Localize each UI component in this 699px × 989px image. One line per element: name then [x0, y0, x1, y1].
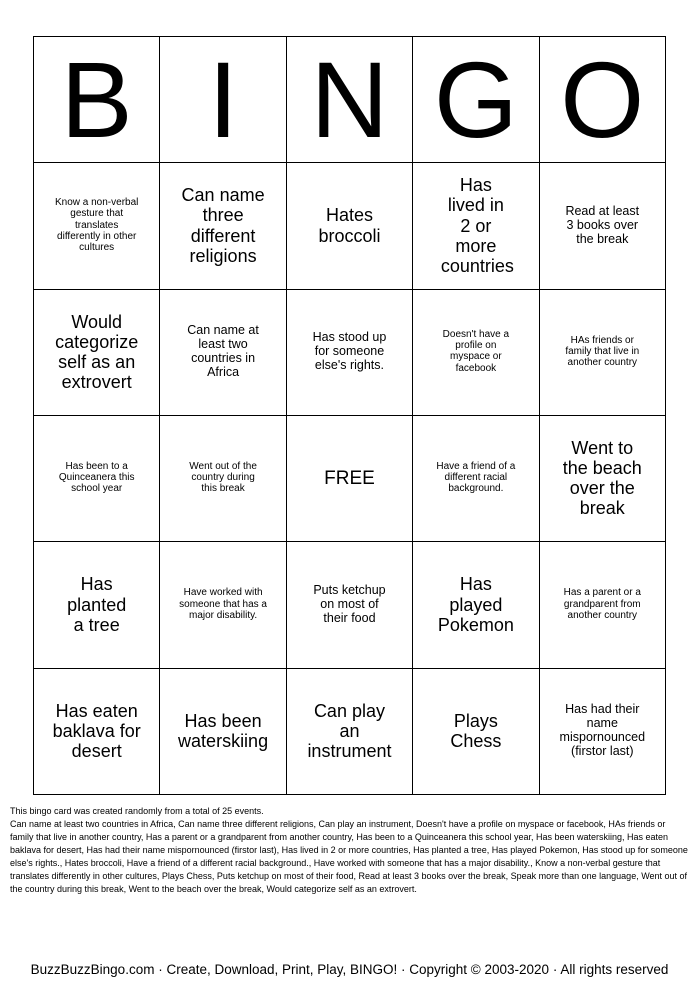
bingo-row	[34, 542, 666, 668]
bingo-cell	[539, 415, 665, 541]
bingo-cell	[160, 668, 286, 794]
bingo-cell-text: HAs friends or family that live in another country	[565, 334, 640, 369]
bingo-cell	[160, 163, 286, 289]
footnote-events: Can name at least two countries in Africa, Can name three different religions, Can play an instrument, Doesn't have a profile on myspace or facebook, HAs friends or family that live in another country, Has a parent or a grandparent from another country, Has been to a Quinceanera this school year, Has been waterskiing, Has eaten baklava for desert, Has had their name mispornounced (firstor last), Has lived in 2 or more countries, Has planted a tree, Has played Pokemon, Has stood up for someone else's rights., Hates broccoli, Have a friend of a different racial background., Have worked with someone that has a major disability., Know a non-verbal gesture that translates differently in other cultures, Plays Chess, Puts ketchup on most of their food, Read at least 3 books over the break, Speak more than one language, Went out of the country during this break, Went to the beach over the break, Would categorize self as an extrovert.	[10, 819, 688, 895]
bingo-cell-text: Plays Chess	[450, 710, 502, 751]
bingo-cell-text: Have worked with someone that has a major disability.	[179, 587, 267, 621]
bingo-cell	[160, 289, 286, 415]
card-footnote	[10, 805, 690, 896]
bingo-cell-text: Has played Pokemon	[437, 574, 514, 635]
bingo-cell	[413, 668, 539, 794]
bingo-cell	[160, 542, 286, 668]
bingo-cell	[34, 668, 160, 794]
bingo-cell-text: Know a non-verbal gesture that translates differently in other cultures	[54, 197, 139, 253]
bingo-cell	[34, 289, 160, 415]
bingo-cell	[286, 289, 412, 415]
bingo-cell-text: Has a parent or a grandparent from another country	[563, 587, 641, 621]
bingo-cell	[286, 668, 412, 794]
bingo-cell-text: Has had their name mispornounced (firstor last)	[559, 702, 646, 759]
bingo-cell	[539, 668, 665, 794]
bingo-cell	[160, 415, 286, 541]
bingo-letter-o: O	[539, 37, 665, 163]
bingo-cell-text: Has lived in 2 or more countries	[440, 175, 514, 276]
site-footer: BuzzBuzzBingo.com · Create, Download, Print, Play, BINGO! · Copyright © 2003-2020 · All rights reserved	[30, 962, 669, 977]
bingo-row	[34, 163, 666, 289]
bingo-cell-text: Hates broccoli	[318, 205, 381, 246]
bingo-cell	[539, 163, 665, 289]
bingo-row	[34, 289, 666, 415]
bingo-cell-text: Has been to a Quinceanera this school year	[58, 461, 135, 495]
bingo-letter-n: N	[286, 37, 412, 163]
bingo-row	[34, 415, 666, 541]
bingo-card	[33, 36, 666, 795]
bingo-letter-i: I	[160, 37, 286, 163]
bingo-cell-text: Has been waterskiing	[178, 710, 269, 751]
bingo-cell	[539, 542, 665, 668]
bingo-cell-text: FREE	[324, 468, 375, 490]
bingo-cell	[34, 163, 160, 289]
bingo-cell	[34, 415, 160, 541]
bingo-cell-text: Can play an instrument	[307, 700, 392, 762]
bingo-cell-text: Can name at least two countries in Africa	[187, 323, 259, 380]
bingo-cell-text: Read at least 3 books over the break	[565, 204, 640, 247]
bingo-cell-text: Has stood up for someone else's rights.	[312, 330, 387, 373]
bingo-cell	[539, 289, 665, 415]
bingo-cell-text: Doesn't have a profile on myspace or facebook	[442, 329, 510, 374]
bingo-cell	[286, 163, 412, 289]
bingo-cell-text: Has eaten baklava for desert	[52, 700, 141, 762]
bingo-cell-text: Have a friend of a different racial background.	[436, 461, 516, 495]
footnote-intro: This bingo card was created randomly from a total of 25 events.	[10, 806, 264, 816]
bingo-cell	[413, 542, 539, 668]
bingo-cell-text: Went out of the country during this break	[189, 461, 257, 495]
bingo-cell	[286, 542, 412, 668]
bingo-letter-g: G	[413, 37, 539, 163]
bingo-cell	[34, 542, 160, 668]
bingo-cell-text: Has planted a tree	[67, 574, 127, 635]
bingo-cell-text: Went to the beach over the break	[562, 437, 642, 519]
bingo-header-row	[34, 37, 666, 163]
bingo-cell-text: Would categorize self as an extrovert	[55, 311, 139, 393]
bingo-cell	[413, 415, 539, 541]
bingo-cell-text: Puts ketchup on most of their food	[313, 583, 386, 626]
bingo-row	[34, 668, 666, 794]
free-space-cell	[286, 415, 412, 541]
bingo-cell-text: Can name three different religions	[181, 185, 265, 266]
bingo-cell	[413, 163, 539, 289]
bingo-cell	[413, 289, 539, 415]
bingo-letter-b: B	[34, 37, 160, 163]
